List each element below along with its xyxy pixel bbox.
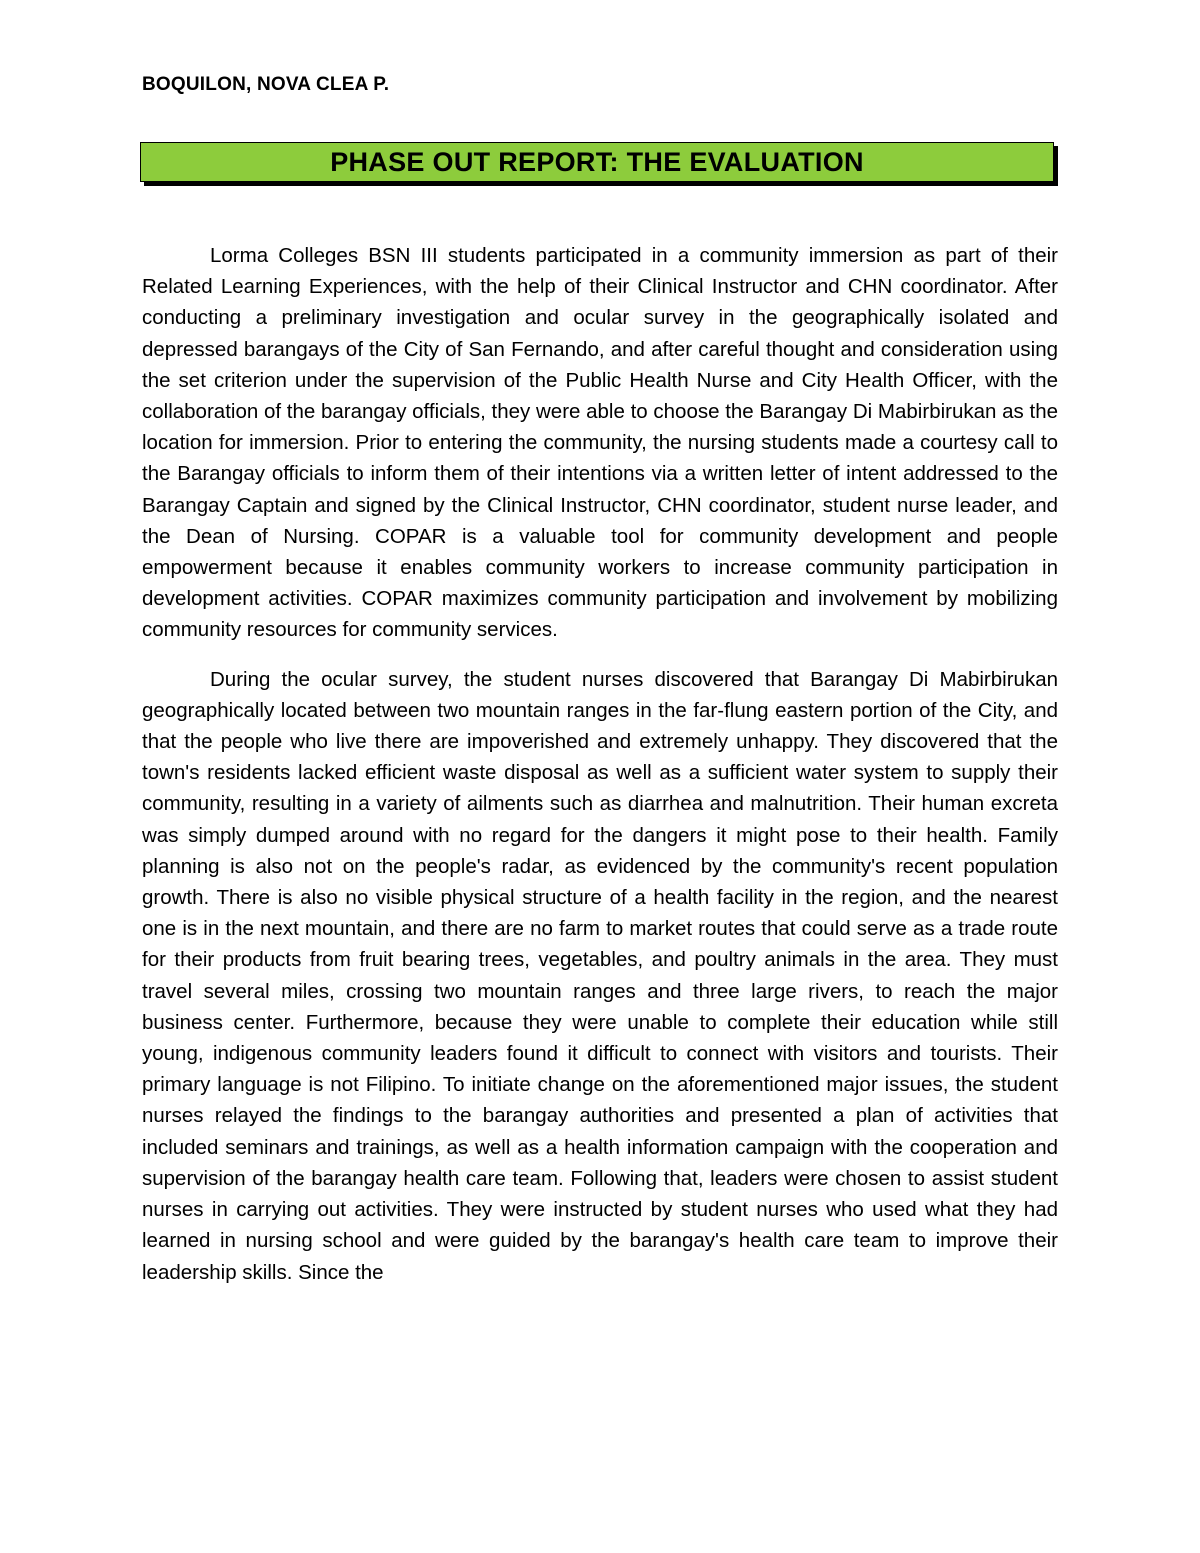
author-name: BOQUILON, NOVA CLEA P. <box>142 74 390 95</box>
report-body <box>142 240 1058 1306</box>
title-banner <box>140 142 1054 182</box>
paragraph-1: Lorma Colleges BSN III students participated in a community immersion as part of their Related Learning Experiences, with the help of their Clinical Instructor and CHN coordinator. After conducting a preliminary investigation and ocular survey in the geographically isolated and depressed barangays of the City of San Fernando, and after careful thought and consideration using the set criterion under the supervision of the Public Health Nurse and City Health Officer, with the collaboration of the barangay officials, they were able to choose the Barangay Di Mabirbirukan as the location for immersion. Prior to entering the community, the nursing students made a courtesy call to the Barangay officials to inform them of their intentions via a written letter of intent addressed to the Barangay Captain and signed by the Clinical Instructor, CHN coordinator, student nurse leader, and the Dean of Nursing. COPAR is a valuable tool for community development and people empowerment because it enables community workers to increase community participation in development activities. COPAR maximizes community participation and involvement by mobilizing community resources for community services. <box>142 244 1058 642</box>
document-title: PHASE OUT REPORT: THE EVALUATION <box>330 146 864 177</box>
paragraph-2: During the ocular survey, the student nurses discovered that Barangay Di Mabirbirukan geographically located between two mountain ranges in the far-flung eastern portion of the City, and that the people who live there are impoverished and extremely unhappy. They discovered that the town's residents lacked efficient waste disposal as well as a sufficient water system to supply their community, resulting in a variety of ailments such as diarrhea and malnutrition. Their human excreta was simply dumped around with no regard for the dangers it might pose to their health. Family planning is also not on the people's radar, as evidenced by the community's recent population growth. There is also no visible physical structure of a health facility in the region, and the nearest one is in the next mountain, and there are no farm to market routes that could serve as a trade route for their products from fruit bearing trees, vegetables, and poultry animals in the area. They must travel several miles, crossing two mountain ranges and three large rivers, to reach the major business center. Furthermore, because they were unable to complete their education while still young, indigenous community leaders found it difficult to connect with visitors and tourists. Their primary language is not Filipino. To initiate change on the aforementioned major issues, the student nurses relayed the findings to the barangay authorities and presented a plan of activities that included seminars and trainings, as well as a health information campaign with the cooperation and supervision of the barangay health care team. Following that, leaders were chosen to assist student nurses in carrying out activities. They were instructed by student nurses who used what they had learned in nursing school and were guided by the barangay's health care team to improve their leadership skills. Since the <box>142 667 1058 1284</box>
